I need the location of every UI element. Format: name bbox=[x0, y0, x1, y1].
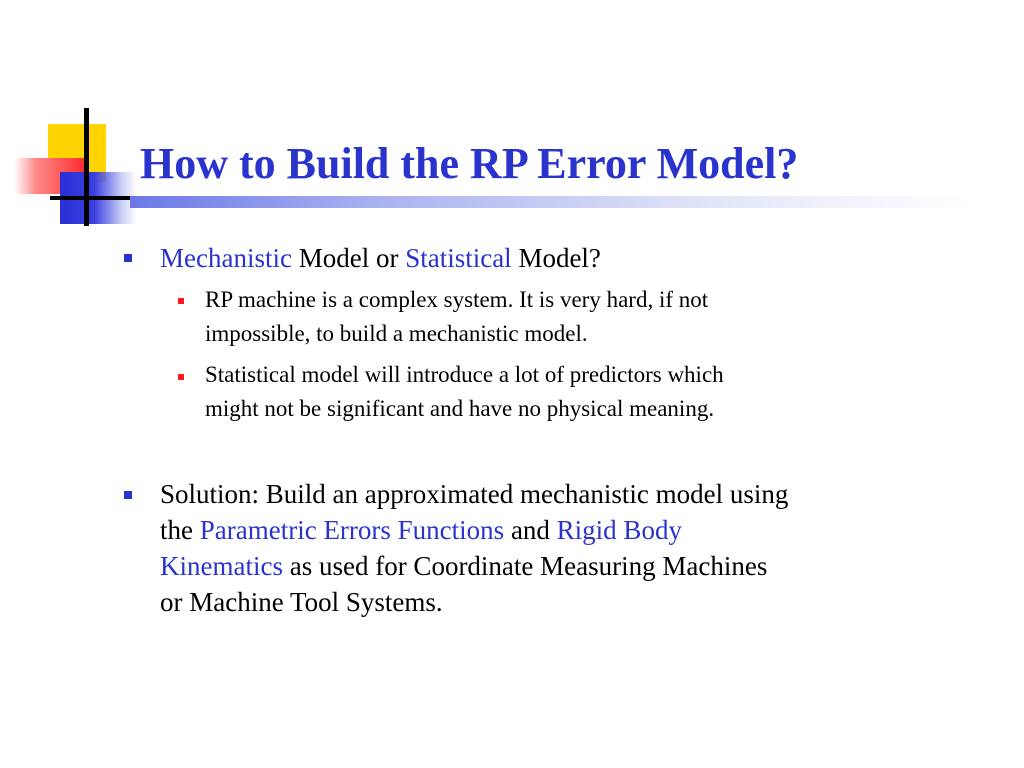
text-line: Solution: Build an approximated mechanistic model using bbox=[160, 479, 789, 509]
text-segment: Model? bbox=[511, 243, 601, 273]
text-segment: Model or bbox=[291, 243, 406, 273]
sub-bullet-marker bbox=[178, 374, 184, 380]
sub-bullet-text bbox=[205, 358, 724, 426]
highlight-term: Rigid Body bbox=[556, 515, 682, 545]
text-line: RP machine is a complex system. It is very hard, if not bbox=[205, 287, 709, 312]
text-line: or Machine Tool Systems. bbox=[160, 587, 443, 617]
highlight-term: Kinematics bbox=[160, 551, 283, 581]
slide-title: How to Build the RP Error Model? bbox=[140, 139, 799, 188]
text-segment: and bbox=[504, 515, 557, 545]
highlight-term: Statistical bbox=[405, 243, 512, 273]
bullet-text bbox=[160, 476, 788, 620]
text-line: Statistical model will introduce a lot of predictors which bbox=[205, 362, 724, 387]
bullet-marker bbox=[124, 491, 132, 499]
text-line: impossible, to build a mechanistic model. bbox=[205, 321, 588, 346]
highlight-term: Parametric Errors Functions bbox=[199, 515, 505, 545]
bullet-marker bbox=[124, 254, 132, 262]
bullet-text bbox=[160, 240, 601, 276]
sub-bullet-text bbox=[205, 283, 708, 351]
text-line: might not be significant and have no physical meaning. bbox=[205, 396, 715, 421]
highlight-term: Mechanistic bbox=[160, 243, 292, 273]
sub-bullet-marker bbox=[178, 298, 184, 304]
text-segment: the bbox=[160, 515, 200, 545]
text-segment: as used for Coordinate Measuring Machines bbox=[282, 551, 768, 581]
